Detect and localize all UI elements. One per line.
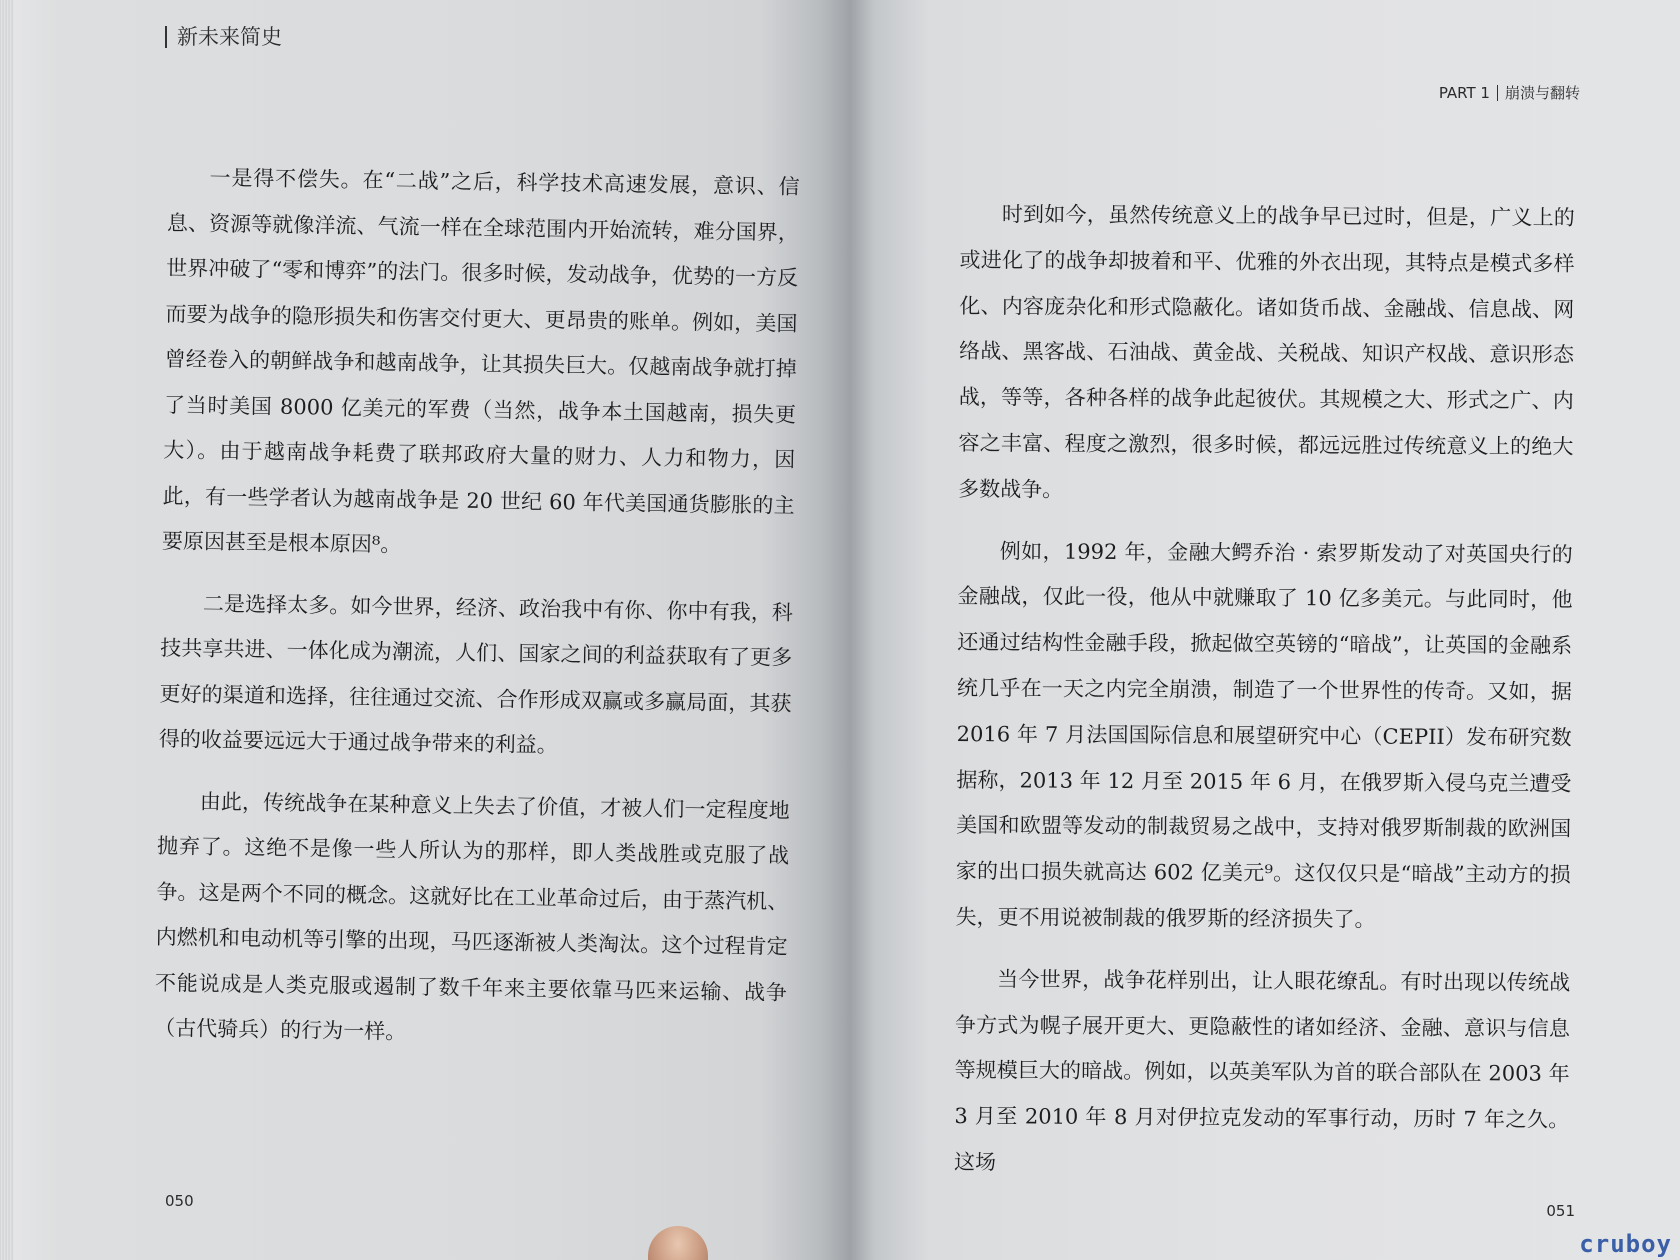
right-page-body <box>954 192 1575 1205</box>
thumb <box>648 1226 708 1260</box>
paragraph: 当今世界，战争花样别出，让人眼花缭乱。有时出现以传统战争方式为幌子展开更大、更隐蔽性的诸如经济、金融、意识与信息等规模巨大的暗战。例如，以英美军队为首的联合部队在 2003 年 3 月至 2010 年 8 月对伊拉克发动的军事行动，历时 7 年之久。这场 <box>954 966 1571 1175</box>
paragraph: 由此，传统战争在某种意义上失去了价值，才被人们一定程度地抛弃了。这绝不是像一些人所认为的那样，即人类战胜或克服了战争。这是两个不同的概念。这就好比在工业革命过后，由于蒸汽机、内燃机和电动机等引擎的出现，马匹逐渐被人类淘汰。这个过程肯定不能说成是人类克服或遏制了数千年来主要依靠马匹来运输、战争（古代骑兵）的行为一样。 <box>154 789 790 1044</box>
page-stack-edge <box>0 0 14 1260</box>
page-number-left: 050 <box>165 1192 194 1210</box>
right-page <box>850 0 1680 1260</box>
paragraph: 例如，1992 年，金融大鳄乔治 · 索罗斯发动了对英国央行的金融战，仅此一役，他从中就赚取了 10 亿多美元。与此同时，他还通过结构性金融手段，掀起做空英镑的“暗战”，让英国的金融系统几乎在一天之内完全崩溃，制造了一个世界性的传奇。又如，据 2016 年 7 月法国国际信息和展望研究中心（CEPII）发布研究数据称，2013 年 12 月至 2015 年 6 月，在俄罗斯入侵乌克兰遭受美国和欧盟等发动的制裁贸易之战中，支持对俄罗斯制裁的欧洲国家的出口损失就高达 602 亿美元⁹。这仅仅只是“暗战”主动方的损失，更不用说被制裁的俄罗斯的经济损失了。 <box>955 538 1573 932</box>
page-number-right: 051 <box>1546 1202 1575 1220</box>
running-head-part <box>1439 84 1580 102</box>
running-head-book-title: 新未来简史 <box>165 26 282 48</box>
separator <box>1497 85 1498 101</box>
part-label: PART 1 <box>1438 84 1490 102</box>
part-title: 崩溃与翻转 <box>1504 84 1580 102</box>
paragraph: 时到如今，虽然传统意义上的战争早已过时，但是，广义上的或进化了的战争却披着和平、优雅的外衣出现，其特点是模式多样化、内容庞杂化和形式隐蔽化。诸如货币战、金融战、信息战、网络战、黑客战、石油战、黄金战、关税战、知识产权战、意识形态战，等等，各种各样的战争此起彼伏。其规模之大、形式之广、内容之丰富、程度之激烈，很多时候，都远远胜过传统意义上的绝大多数战争。 <box>958 202 1575 502</box>
left-page-body <box>154 155 800 1077</box>
paragraph: 一是得不偿失。在“二战”之后，科学技术高速发展，意识、信息、资源等就像洋流、气流一样在全球范围内开始流转，难分国界，世界冲破了“零和博弈”的法门。很多时候，发动战争，优势的一方反而要为战争的隐形损失和伤害交付更大、更昂贵的账单。例如，美国曾经卷入的朝鲜战争和越南战争，让其损失巨大。仅越南战争就打掉了当时美国 8000 亿美元的军费（当然，战争本土国越南，损失更大）。由于越南战争耗费了联邦政府大量的财力、人力和物力，因此，有一些学者认为越南战争是 20 世纪 60 年代美国通货膨胀的主要原因甚至是根本原因⁸。 <box>161 165 800 557</box>
paragraph: 二是选择太多。如今世界，经济、政治我中有你、你中有我，科技共享共进、一体化成为潮流，人们、国家之间的利益获取有了更多更好的渠道和选择，往往通过交流、合作形成双赢或多赢局面，其获得的收益要远远大于通过战争带来的利益。 <box>158 591 794 758</box>
watermark: cruboy <box>1579 1230 1672 1258</box>
